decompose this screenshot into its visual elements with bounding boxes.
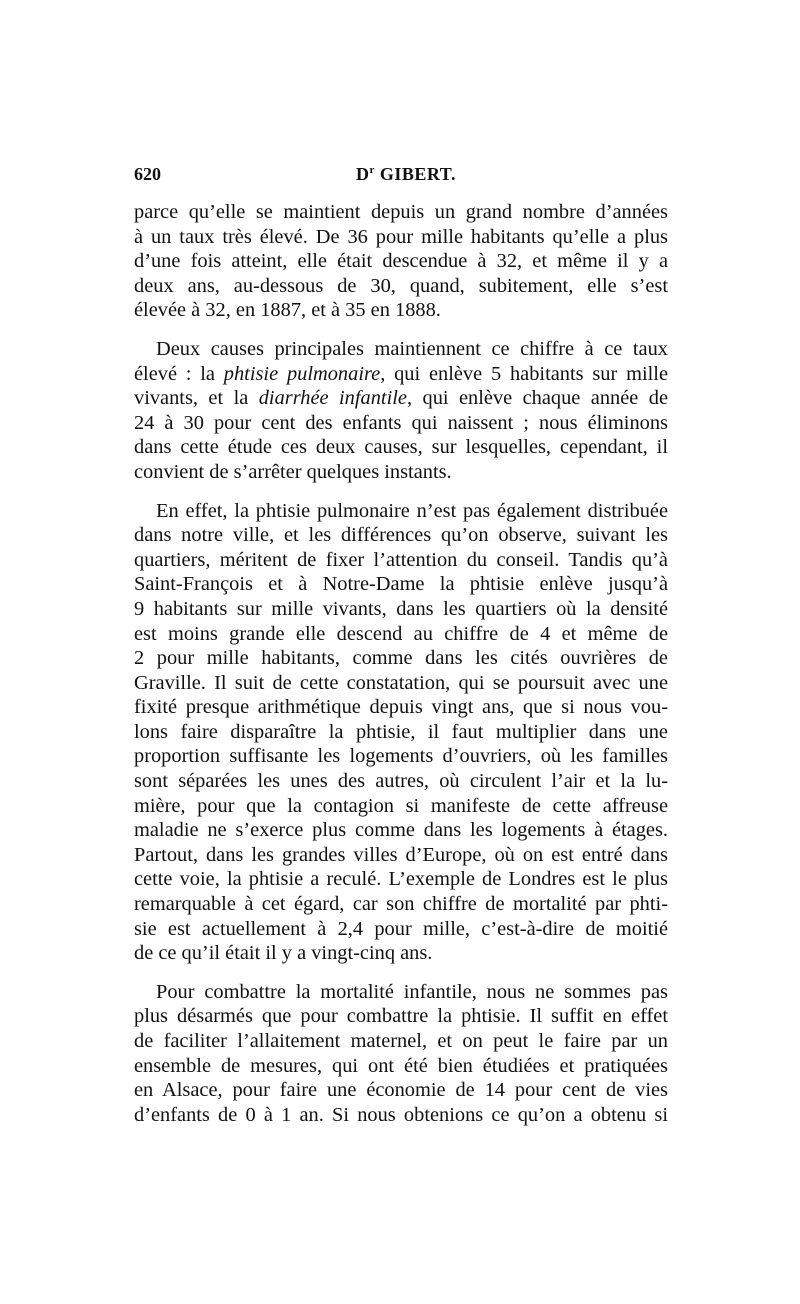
text-line: Saint-François et à Notre-Dame la phtisie enlève jusqu’à bbox=[134, 573, 668, 596]
book-page bbox=[134, 158, 668, 1127]
paragraph bbox=[134, 200, 668, 323]
text-line: mière, pour que la contagion si manifeste de cette affreuse bbox=[134, 794, 668, 817]
running-title bbox=[356, 162, 456, 187]
running-title-name: GIBERT. bbox=[374, 164, 456, 184]
text-line: est moins grande elle descend au chiffre de 4 et même de bbox=[134, 622, 668, 645]
text-line: plus désarmés que pour combattre la phtisie. Il suffit en effet bbox=[134, 1005, 668, 1028]
text-line: à un taux très élevé. De 36 pour mille habitants qu’elle a plus bbox=[134, 225, 668, 248]
text-line: En effet, la phtisie pulmonaire n’est pas également distribuée bbox=[156, 499, 668, 522]
text-line: de ce qu’il était il y a vingt-cinq ans. bbox=[134, 942, 433, 965]
text-line: sie est actuellement à 2,4 pour mille, c’est-à-dire de moitié bbox=[134, 917, 668, 940]
text-line: 24 à 30 pour cent des enfants qui naissent ; nous éliminons bbox=[134, 411, 668, 434]
running-title-prefix: D bbox=[356, 164, 370, 184]
page-header bbox=[134, 158, 668, 184]
text-line: élevée à 32, en 1887, et à 35 en 1888. bbox=[134, 299, 441, 322]
text-line: élevé : la phtisie pulmonaire, qui enlève 5 habitants sur mille bbox=[134, 362, 668, 385]
text-line: Pour combattre la mortalité infantile, nous ne sommes pas bbox=[156, 980, 668, 1003]
text-line: sont séparées les unes des autres, où circulent l’air et la lu- bbox=[134, 770, 668, 793]
body-text bbox=[134, 200, 668, 1127]
italic-term: phtisie pulmonaire bbox=[223, 362, 381, 385]
text-line: deux ans, au-dessous de 30, quand, subitement, elle s’est bbox=[134, 274, 668, 297]
text-line: convient de s’arrêter quelques instants. bbox=[134, 460, 452, 483]
text-line: cette voie, la phtisie a reculé. L’exemple de Londres est le plus bbox=[134, 868, 668, 891]
text-line: 2 pour mille habitants, comme dans les cités ouvrières de bbox=[134, 647, 668, 670]
text-line: dans cette étude ces deux causes, sur lesquelles, cependant, il bbox=[134, 436, 668, 459]
paragraph bbox=[134, 337, 668, 485]
text-line: de faciliter l’allaitement maternel, et on peut le faire par un bbox=[134, 1030, 668, 1052]
text-line: fixité presque arithmétique depuis vingt ans, que si nous vou- bbox=[134, 696, 668, 719]
text-line: vivants, et la diarrhée infantile, qui enlève chaque année de bbox=[134, 387, 668, 410]
text-line: maladie ne s’exerce plus comme dans les logements à étages. bbox=[134, 819, 668, 842]
paragraph bbox=[134, 499, 668, 966]
text-line: lons faire disparaître la phtisie, il faut multiplier dans une bbox=[134, 720, 668, 743]
text-line: en Alsace, pour faire une économie de 14 pour cent de vies bbox=[134, 1079, 668, 1102]
paragraph bbox=[134, 980, 668, 1128]
text-line: parce qu’elle se maintient depuis un grand nombre d’années bbox=[134, 201, 668, 223]
text-line: quartiers, méritent de fixer l’attention du conseil. Tandis qu’à bbox=[134, 548, 668, 571]
text-line: proportion suffisante les logements d’ouvriers, où les familles bbox=[134, 745, 668, 768]
text-line: remarquable à cet égard, car son chiffre de mortalité par phti- bbox=[134, 893, 668, 916]
page-number: 620 bbox=[134, 164, 161, 184]
text-line: Deux causes principales maintiennent ce chiffre à ce taux bbox=[156, 337, 668, 360]
italic-term: diarrhée infantile bbox=[258, 387, 407, 410]
running-title-superscript: r bbox=[369, 164, 375, 176]
text-line: dans notre ville, et les différences qu’on observe, suivant les bbox=[134, 524, 668, 547]
text-line: Partout, dans les grandes villes d’Europe, où on est entré dans bbox=[134, 843, 668, 866]
text-line: ensemble de mesures, qui ont été bien étudiées et pratiquées bbox=[134, 1054, 668, 1077]
text-line: d’enfants de 0 à 1 an. Si nous obtenions ce qu’on a obtenu si bbox=[134, 1103, 668, 1126]
text-line: 9 habitants sur mille vivants, dans les quartiers où la densité bbox=[134, 597, 668, 620]
text-line: d’une fois atteint, elle était descendue à 32, et même il y a bbox=[134, 250, 668, 273]
text-line: Graville. Il suit de cette constatation, qui se poursuit avec une bbox=[134, 671, 668, 694]
